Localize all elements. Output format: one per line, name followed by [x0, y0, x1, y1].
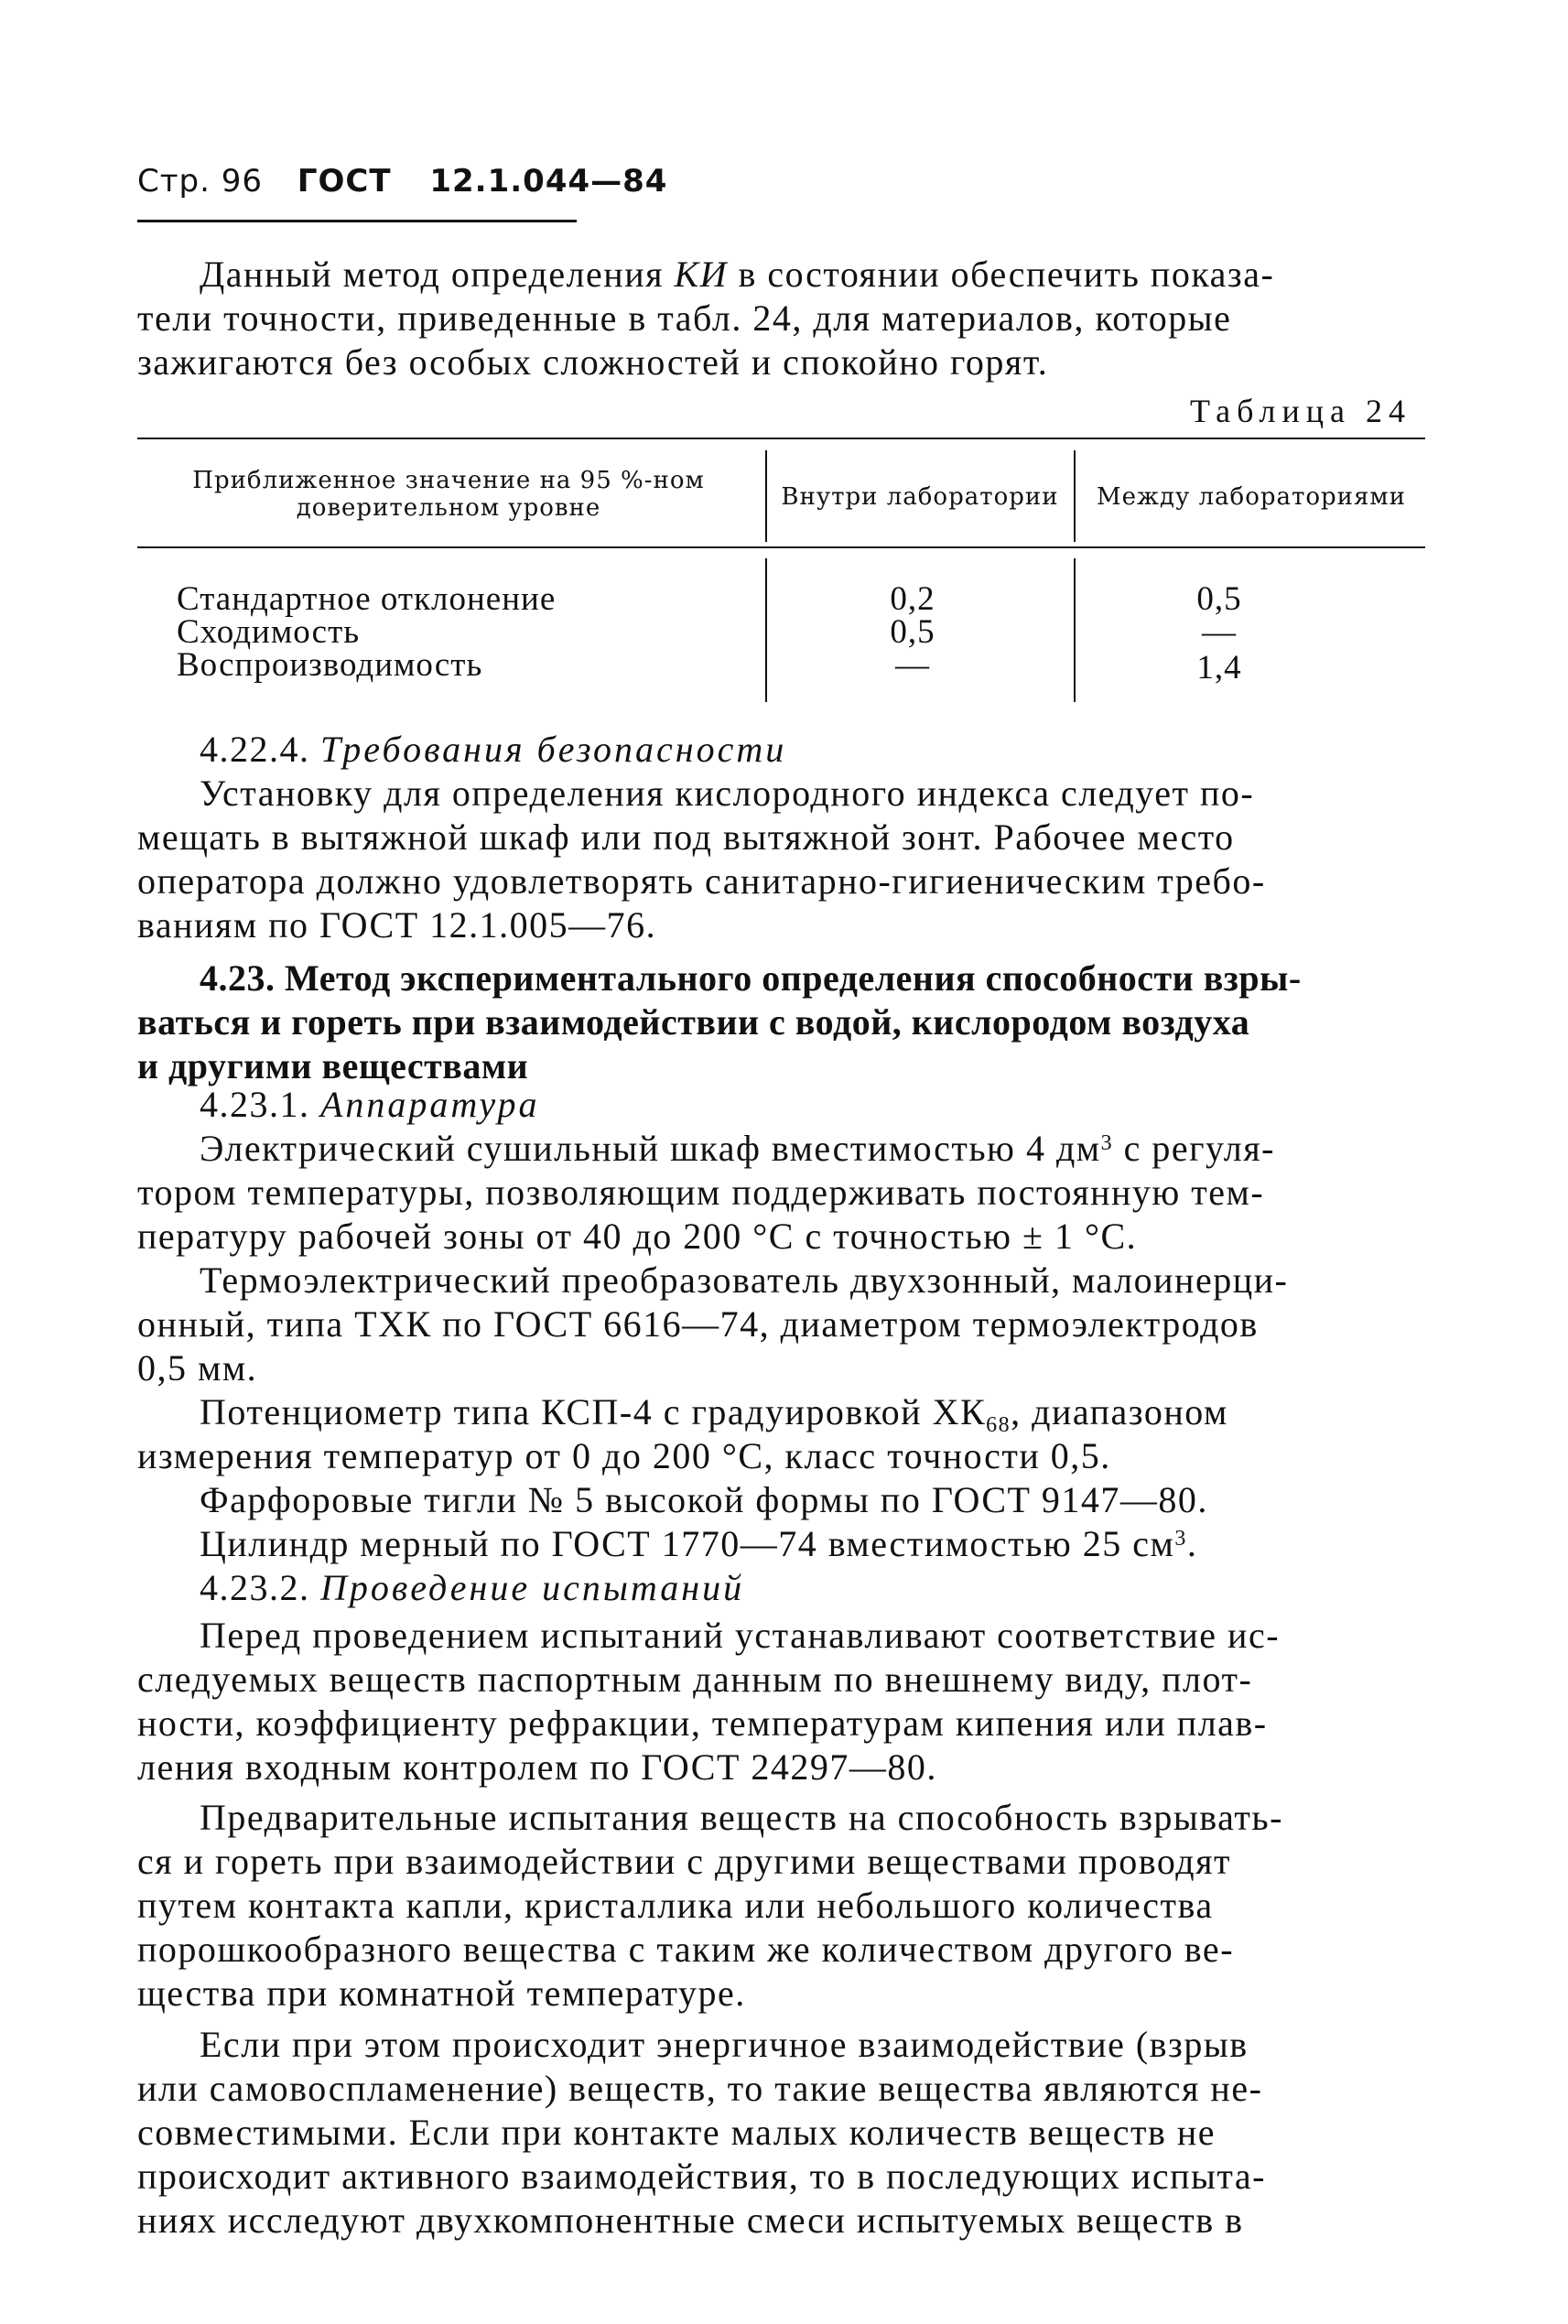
section-4-23-2-para2-line: порошкообразного вещества с таким же количеством другого ве-	[137, 1929, 1235, 1970]
page-number: Стр. 96	[137, 163, 264, 200]
section-4-23-1-line: 0,5 мм.	[137, 1347, 258, 1389]
table-cell-within: —	[895, 646, 930, 684]
section-4-23-2-para1-line: Перед проведением испытаний устанавливают соответствие ис-	[200, 1615, 1281, 1656]
table-cell-between: 0,5	[1196, 580, 1242, 618]
table-top-rule	[137, 438, 1425, 439]
table-cell-within: 0,2	[890, 580, 935, 618]
intro-line-3: зажигаются без особых сложностей и спокойно горят.	[137, 341, 1049, 383]
section-4-22-4-line: Установку для определения кислородного индекса следует по-	[200, 773, 1255, 814]
section-4-22-4-line: мещать в вытяжной шкаф или под вытяжной зонт. Рабочее место	[137, 816, 1235, 858]
section-4-23-1-line: Электрический сушильный шкаф вместимостью 4 $дм^3$ с регуля-	[200, 1128, 1275, 1169]
table-row-label: Сходимость	[177, 613, 361, 651]
section-4-22-4-heading: 4.22.4. Требования безопасности	[200, 729, 787, 770]
section-4-23-2-para2-line: путем контакта капли, кристаллика или небольшого количества	[137, 1885, 1214, 1926]
standard-number: 12.1.044—84	[429, 163, 668, 200]
table-header-rule	[137, 546, 1425, 548]
table-head-col3: Между лабораториями	[1097, 483, 1406, 511]
section-4-23-2-para2-line: щества при комнатной температуре.	[137, 1973, 746, 2014]
table-header-divider-1	[765, 450, 767, 542]
table-body-divider-2	[1074, 558, 1076, 702]
table-cell-within: 0,5	[890, 613, 935, 651]
section-4-23-1-heading: 4.23.1. Аппаратура	[200, 1084, 540, 1125]
standard-label: ГОСТ	[297, 163, 392, 200]
section-4-23-1-line: тором температуры, позволяющим поддерживать постоянную тем-	[137, 1172, 1265, 1213]
section-4-23-1-line: Термоэлектрический преобразователь двухзонный, малоинерци-	[200, 1259, 1289, 1301]
section-4-23-1-line: измерения температур от 0 до 200 °С, класс точности 0,5.	[137, 1435, 1111, 1476]
section-4-23-2-heading: 4.23.2. Проведение испытаний	[200, 1567, 745, 1608]
running-header	[137, 163, 667, 200]
section-4-22-4-line: ваниям по ГОСТ 12.1.005—76.	[137, 904, 657, 946]
section-4-23-heading-line: ваться и гореть при взаимодействии с водой, кислородом воздуха	[137, 1001, 1250, 1043]
section-4-23-2-para3-line: совместимыми. Если при контакте малых количеств веществ не	[137, 2112, 1217, 2153]
section-4-23-1-line: Потенциометр типа КСП-4 с градуировкой $ХК_{68}$, диапазоном	[200, 1391, 1228, 1437]
header-rule	[137, 220, 577, 222]
section-4-23-1-line: онный, типа ТХК по ГОСТ 6616—74, диаметром термоэлектродов	[137, 1303, 1259, 1345]
section-4-23-2-para2-line: ся и гореть при взаимодействии с другими веществами проводят	[137, 1841, 1231, 1882]
table-head-col1: Приближенное значение на 95 %-ном доверительном уровне	[192, 467, 705, 522]
table-row-label: Воспроизводимость	[177, 646, 483, 684]
intro-line-2: тели точности, приведенные в табл. 24, для материалов, которые	[137, 297, 1232, 339]
section-4-23-2-para1-line: следуемых веществ паспортным данным по внешнему виду, плот-	[137, 1659, 1253, 1700]
section-4-23-2-para1-line: ления входным контролем по ГОСТ 24297—80.	[137, 1746, 937, 1788]
section-4-23-2-para3-line: Если при этом происходит энергичное взаимодействие (взрыв	[200, 2024, 1249, 2065]
section-4-23-1-line: Цилиндр мерный по ГОСТ 1770—74 вместимостью 25 $см^3$.	[200, 1523, 1198, 1564]
table-cell-between: 1,4	[1196, 649, 1242, 686]
intro-line-1: Данный метод определения КИ в состоянии обеспечить показа-	[200, 254, 1275, 295]
section-4-23-2-para3-line: или самовоспламенение) веществ, то такие вещества являются не-	[137, 2068, 1263, 2109]
section-4-23-1-line: пературу рабочей зоны от 40 до 200 °С с точностью ± 1 °С.	[137, 1216, 1138, 1257]
section-4-23-2-para3-line: происходит активного взаимодействия, то в последующих испыта-	[137, 2156, 1266, 2197]
table-body-divider-1	[765, 558, 767, 702]
table-header-divider-2	[1074, 450, 1076, 542]
section-4-22-4-line: оператора должно удовлетворять санитарно-гигиеническим требо-	[137, 860, 1266, 902]
section-4-23-2-para2-line: Предварительные испытания веществ на способность взрывать-	[200, 1797, 1283, 1838]
section-4-23-heading-line: и другими веществами	[137, 1045, 529, 1086]
section-4-23-heading-line: 4.23. Метод экспериментального определения способности взры-	[200, 957, 1302, 999]
section-4-23-1-line: Фарфоровые тигли № 5 высокой формы по ГОСТ 9147—80.	[200, 1479, 1208, 1520]
section-4-23-2-para3-line: ниях исследуют двухкомпонентные смеси испытуемых веществ в	[137, 2200, 1244, 2241]
table-cell-between: —	[1202, 613, 1237, 651]
table-row-label: Стандартное отклонение	[177, 580, 557, 618]
section-4-23-2-para1-line: ности, коэффициенту рефракции, температурам кипения или плав-	[137, 1702, 1268, 1744]
table-head-col2: Внутри лаборатории	[781, 483, 1059, 511]
table-caption: Таблица 24	[1190, 393, 1411, 429]
